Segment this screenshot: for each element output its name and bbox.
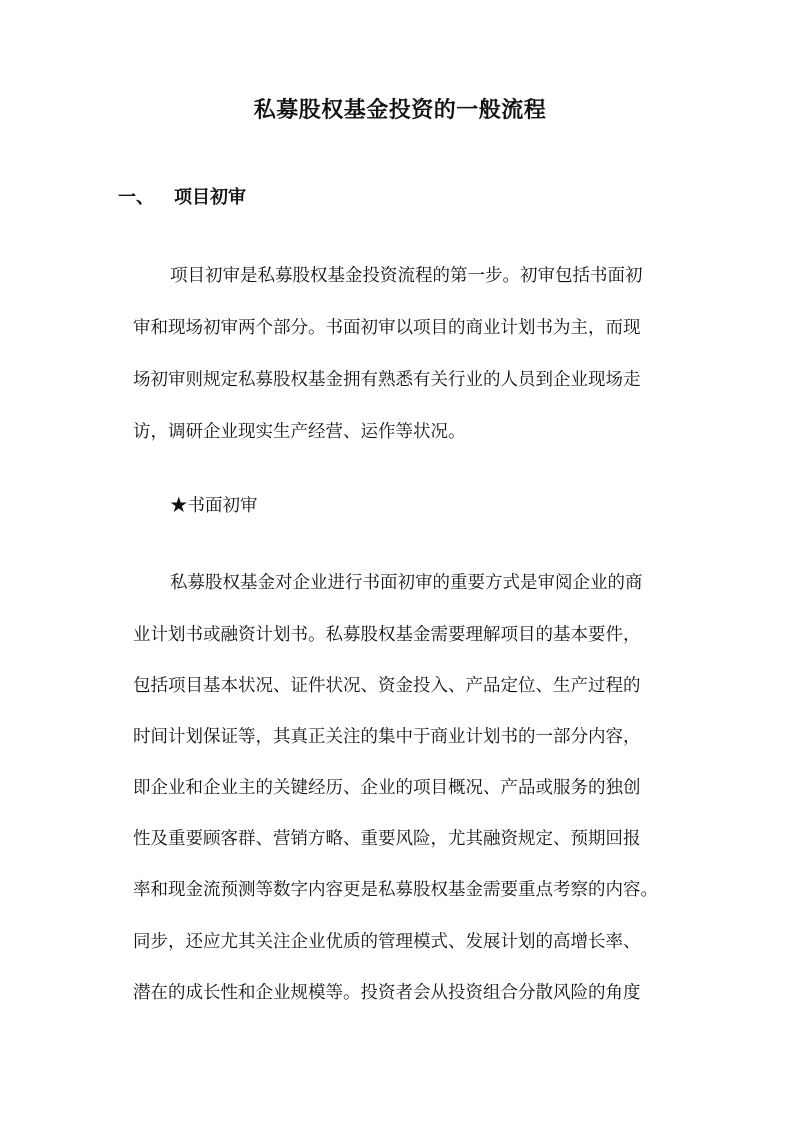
paragraph-line: 潜在的成长性和企业规模等。投资者会从投资组合分散风险的角度: [133, 983, 641, 1003]
paragraph-line: 即企业和企业主的关键经历、企业的项目概况、产品或服务的独创: [133, 778, 641, 798]
paragraph-line: 审和现场初审两个部分。书面初审以项目的商业计划书为主，而现: [133, 318, 641, 338]
paragraph-line: 访，调研企业现实生产经营、运作等状况。: [133, 422, 466, 442]
paragraph-line: 性及重要顾客群、营销方略、重要风险，尤其融资规定、预期回报: [133, 829, 641, 849]
paragraph-line: 时间计划保证等，其真正关注的集中于商业计划书的一部分内容，: [133, 727, 641, 747]
paragraph-line: 私募股权基金对企业进行书面初审的重要方式是审阅企业的商: [170, 573, 643, 593]
paragraph-line: 同步，还应尤其关注企业优质的管理模式、发展计划的高增长率、: [133, 932, 641, 952]
paragraph-line: 包括项目基本状况、证件状况、资金投入、产品定位、生产过程的: [133, 676, 641, 696]
paragraph-line: 项目初审是私募股权基金投资流程的第一步。初审包括书面初: [170, 266, 643, 286]
paragraph-line: 率和现金流预测等数字内容更是私募股权基金需要重点考察的内容。: [133, 880, 658, 900]
document-title: 私募股权基金投资的一般流程: [253, 98, 547, 123]
section-heading: [118, 185, 246, 211]
subheading: ★书面初审: [170, 496, 258, 516]
section-number: 一、: [118, 187, 154, 208]
section-heading-text: 项目初审: [174, 187, 246, 208]
paragraph-line: 场初审则规定私募股权基金拥有熟悉有关行业的人员到企业现场走: [133, 370, 641, 390]
paragraph-line: 业计划书或融资计划书。私募股权基金需要理解项目的基本要件，: [133, 625, 641, 645]
